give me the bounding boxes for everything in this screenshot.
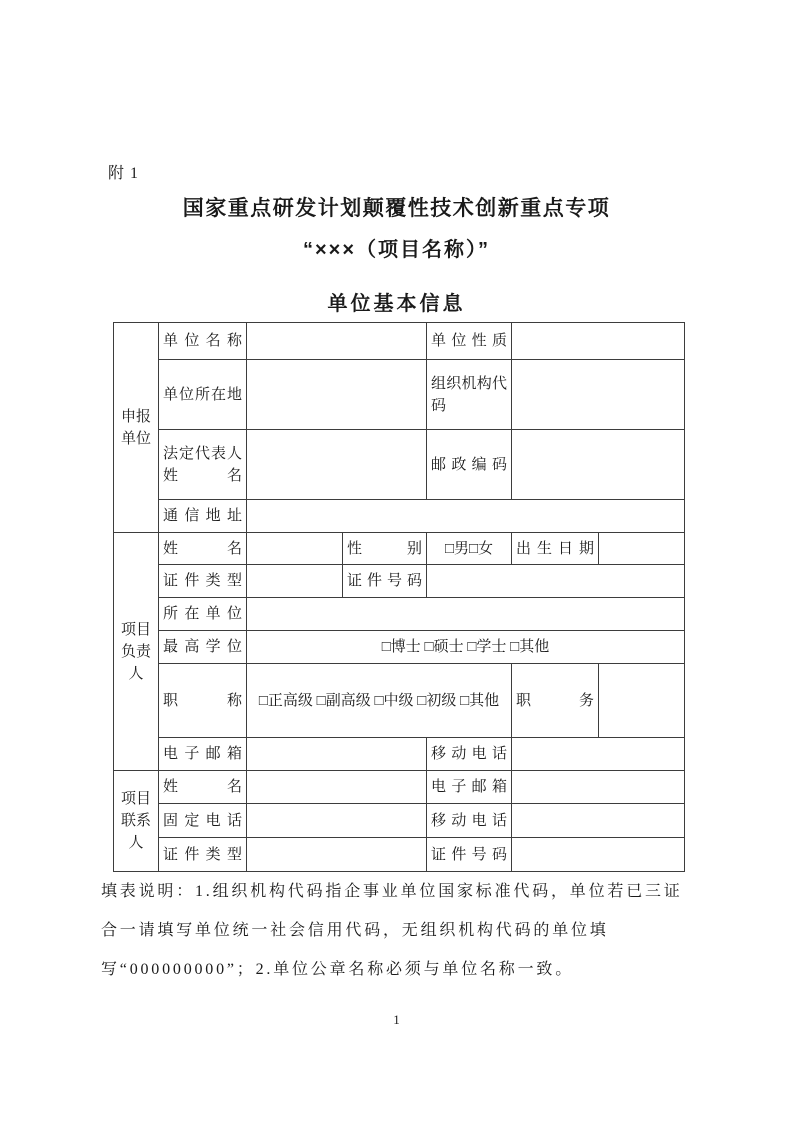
label-contact-name: 姓 名: [159, 771, 247, 804]
label-leader-birthdate: 出生日期: [512, 533, 599, 565]
field-leader-mobile[interactable]: [512, 738, 685, 771]
label-contact-id-type: 证件类型: [159, 838, 247, 872]
section-label-project-contact: 项目联系人: [114, 771, 159, 872]
checkbox-group-highest-degree[interactable]: □博士 □硕士 □学士 □其他: [247, 631, 685, 664]
field-contact-name[interactable]: [247, 771, 427, 804]
label-leader-mobile: 移动电话: [427, 738, 512, 771]
field-leader-id-type[interactable]: [247, 565, 343, 598]
label-leader-id-number: 证件号码: [343, 565, 427, 598]
section-label-project-leader: 项目负责人: [114, 533, 159, 771]
label-contact-landline: 固定电话: [159, 804, 247, 838]
label-leader-id-type: 证件类型: [159, 565, 247, 598]
label-contact-id-number: 证件号码: [427, 838, 512, 872]
page-number: 1: [393, 1012, 400, 1027]
label-contact-mobile: 移动电话: [427, 804, 512, 838]
label-leader-employer: 所在单位: [159, 598, 247, 631]
label-leader-email: 电子邮箱: [159, 738, 247, 771]
field-leader-birthdate[interactable]: [599, 533, 685, 565]
form-title: 单位基本信息: [327, 293, 466, 315]
label-position: 职 务: [512, 664, 599, 738]
label-highest-degree: 最高学位: [159, 631, 247, 664]
field-org-code[interactable]: [512, 360, 685, 430]
section-label-applicant-unit: 申报单位: [114, 323, 159, 533]
field-position[interactable]: [599, 664, 685, 738]
project-name-placeholder: “×××（项目名称）”: [302, 239, 491, 261]
field-contact-mobile[interactable]: [512, 804, 685, 838]
label-leader-name: 姓 名: [159, 533, 247, 565]
field-contact-email[interactable]: [512, 771, 685, 804]
label-legal-rep-name: 法定代表人姓名: [159, 430, 247, 500]
label-unit-location: 单位所在地: [159, 360, 247, 430]
field-leader-email[interactable]: [247, 738, 427, 771]
field-unit-name[interactable]: [247, 323, 427, 360]
field-leader-name[interactable]: [247, 533, 343, 565]
checkbox-group-professional-title[interactable]: □正高级 □副高级 □中级 □初级 □其他: [247, 664, 512, 738]
field-postal-code[interactable]: [512, 430, 685, 500]
appendix-label: 附 1: [108, 165, 140, 182]
checkbox-group-gender[interactable]: □男□女: [427, 533, 512, 565]
label-org-code: 组织机构代码: [427, 360, 512, 430]
form-filling-instructions: 填表说明：1.组织机构代码指企事业单位国家标准代码，单位若已三证合一请填写单位统一社会信用代码，无组织机构代码的单位填写“000000000”；2.单位公章名称必须与单位名称一致。: [101, 883, 683, 978]
field-leader-id-number[interactable]: [427, 565, 685, 598]
label-mailing-address: 通信地址: [159, 500, 247, 533]
label-leader-gender: 性 别: [343, 533, 427, 565]
field-legal-rep-name[interactable]: [247, 430, 427, 500]
field-contact-id-type[interactable]: [247, 838, 427, 872]
field-contact-id-number[interactable]: [512, 838, 685, 872]
field-contact-landline[interactable]: [247, 804, 427, 838]
label-professional-title: 职 称: [159, 664, 247, 738]
field-unit-nature[interactable]: [512, 323, 685, 360]
label-contact-email: 电子邮箱: [427, 771, 512, 804]
unit-basic-info-table: [113, 322, 685, 872]
field-leader-employer[interactable]: [247, 598, 685, 631]
field-unit-location[interactable]: [247, 360, 427, 430]
document-title: 国家重点研发计划颠覆性技术创新重点专项: [182, 197, 611, 220]
label-unit-nature: 单位性质: [427, 323, 512, 360]
field-mailing-address[interactable]: [247, 500, 685, 533]
label-unit-name: 单位名称: [159, 323, 247, 360]
label-postal-code: 邮政编码: [427, 430, 512, 500]
